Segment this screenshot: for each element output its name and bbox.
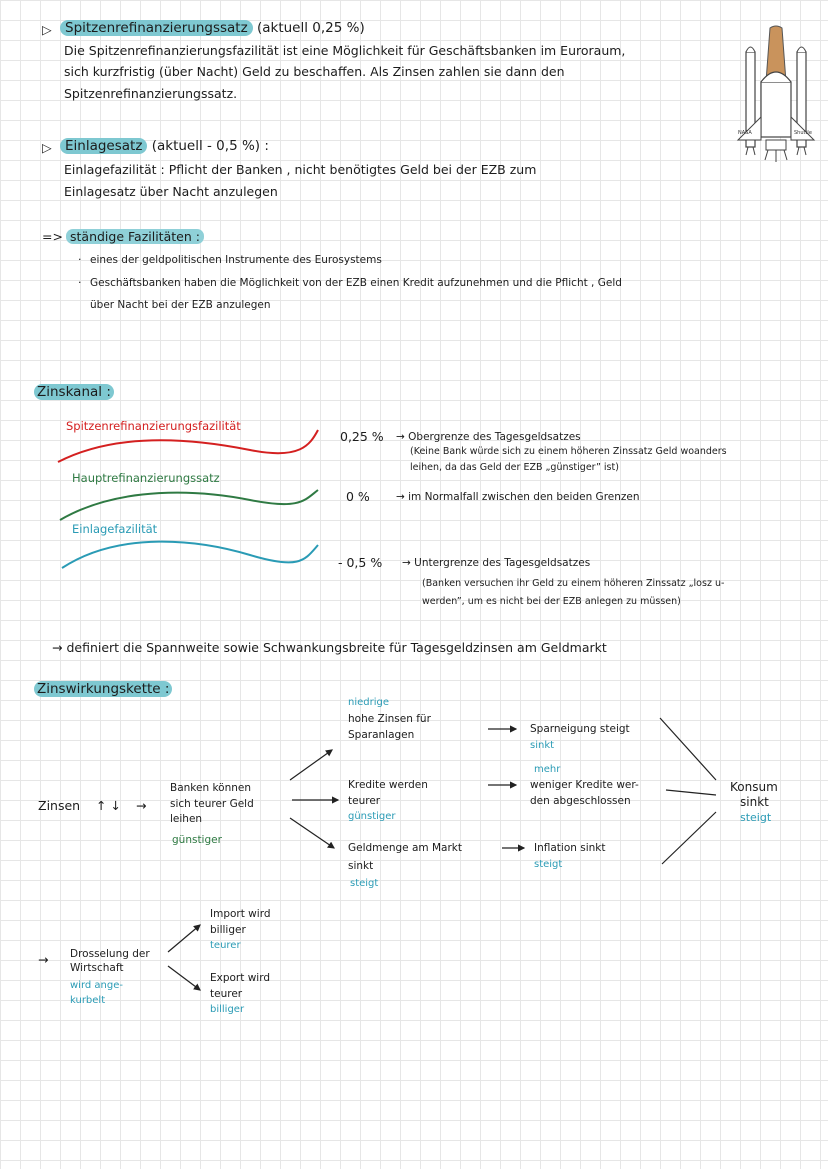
section2-title: Einlagesatz — [60, 138, 147, 154]
chain-banks-3: leihen — [170, 813, 203, 825]
arrow-to-import — [168, 925, 200, 952]
chain-konsum-alt: steigt — [740, 811, 772, 824]
note-bottom-detail1: (Banken versuchen ihr Geld zu einem höheren Zinssatz „losz u- — [422, 578, 725, 589]
rate-mid: 0 % — [346, 489, 370, 504]
implication-arrow: => — [42, 229, 63, 244]
section2-title-suffix: (aktuell - 0,5 %) : — [151, 138, 269, 154]
chain-r3-alt: steigt — [534, 859, 563, 870]
zinskanal-conclusion: → definiert die Spannweite sowie Schwankungsbreite für Tagesgeldzinsen am Geldmarkt — [52, 640, 607, 655]
rocket-right-label: Shuttle — [794, 130, 812, 136]
arrow-to-sparanlagen — [290, 750, 332, 780]
chain-start-arrows: ↑ ↓ — [96, 798, 121, 813]
section3-bullet2-line1: Geschäftsbanken haben die Möglichkeit von der EZB einen Kredit aufzunehmen und die Pflicht , Geld — [90, 277, 622, 289]
chain-r2-2: den abgeschlossen — [530, 795, 631, 807]
chain-banks-1: Banken können — [170, 782, 252, 794]
chain-d-alt1: wird ange- — [70, 980, 123, 991]
section1-line3: Spitzenrefinanzierungssatz. — [64, 86, 238, 101]
section2-line2: Einlagesatz über Nacht anzulegen — [64, 184, 278, 199]
note-top-detail1: (Keine Bank würde sich zu einem höheren Zinssatz Geld woanders — [410, 446, 727, 457]
chain-r1-alt: sinkt — [530, 740, 555, 751]
line-to-konsum-3 — [662, 812, 716, 864]
section1-title: Spitzenrefinanzierungssatz — [60, 20, 253, 36]
rocket-left-label: NASA — [738, 130, 752, 136]
chain-title: Zinswirkungskette : — [34, 681, 172, 697]
line-to-konsum-2 — [666, 790, 716, 795]
bullet-triangle-icon: ▷ — [42, 22, 52, 37]
label-spitzenrefinanzierungsfazilitaet: Spitzenrefinanzierungsfazilität — [66, 419, 241, 433]
chain-b2-1: Kredite werden — [348, 779, 428, 791]
chain-b2-alt: günstiger — [348, 811, 396, 822]
note-mid: → im Normalfall zwischen den beiden Grenzen — [396, 491, 640, 503]
section3-bullet1: eines der geldpolitischen Instrumente des Eurosystems — [90, 254, 382, 266]
chain-banks-2: sich teurer Geld — [170, 798, 254, 810]
chain-konsum-2: sinkt — [740, 795, 769, 809]
note-bottom: → Untergrenze des Tagesgeldsatzes — [402, 557, 591, 569]
chain-r1-1: Sparneigung steigt — [530, 723, 630, 735]
note-top-detail2: leihen, da das Geld der EZB „günstiger” ist) — [410, 462, 619, 473]
chain-d-alt2: kurbelt — [70, 995, 106, 1006]
zinskanal-title: Zinskanal : — [34, 384, 114, 400]
chain-r2-alt: mehr — [534, 764, 561, 775]
chain-export-alt: billiger — [210, 1004, 245, 1015]
section1-line2: sich kurzfristig (über Nacht) Geld zu beschaffen. Als Zinsen zahlen sie dann den — [64, 64, 565, 79]
chain-konsum-1: Konsum — [730, 780, 778, 794]
chain-r3-1: Inflation sinkt — [534, 842, 606, 854]
section1-title-suffix: (aktuell 0,25 %) — [256, 20, 365, 36]
section1-line1: Die Spitzenrefinanzierungsfazilität ist eine Möglichkeit für Geschäftsbanken im Euroraum, — [64, 43, 626, 58]
section3-title: ständige Fazilitäten : — [66, 229, 204, 244]
rate-bottom: - 0,5 % — [338, 555, 383, 570]
chain-import-alt: teurer — [210, 940, 241, 951]
arrow-to-geldmenge — [290, 818, 334, 848]
chain-import-1: Import wird — [210, 908, 271, 920]
note-bottom-detail2: werden”, um es nicht bei der EZB anlegen zu müssen) — [422, 596, 681, 607]
chain-b3-alt: steigt — [350, 878, 379, 889]
chain-export-1: Export wird — [210, 972, 271, 984]
chain-r2-1: weniger Kredite wer- — [530, 779, 639, 791]
chain-b1-alt: niedrige — [348, 697, 390, 708]
line-to-konsum-1 — [660, 718, 716, 780]
label-hauptrefinanzierungssatz: Hauptrefinanzierungssatz — [72, 471, 220, 485]
note-top: → Obergrenze des Tagesgeldsatzes — [396, 431, 581, 443]
label-einlagefazilitaet: Einlagefazilität — [72, 522, 158, 536]
rate-top: 0,25 % — [340, 429, 384, 444]
chain-d2: Wirtschaft — [70, 962, 124, 974]
chain-b3-2: sinkt — [348, 860, 374, 872]
bullet-triangle-icon-2: ▷ — [42, 140, 52, 155]
section2-line1: Einlagefazilität : Pflicht der Banken , nicht benötigtes Geld bei der EZB zum — [64, 162, 537, 177]
chain-import-2: billiger — [210, 924, 246, 936]
bullet-dot-icon: · — [78, 253, 82, 266]
bullet-dot-icon-2: · — [78, 276, 82, 289]
chain-arrow-1: → — [136, 798, 147, 813]
chain-start: Zinsen — [38, 798, 81, 813]
chain-arrow-2: → — [38, 952, 49, 967]
chain-b1-2: Sparanlagen — [348, 729, 415, 741]
chain-d1: Drosselung der — [70, 948, 150, 960]
section3-bullet2-line2: über Nacht bei der EZB anzulegen — [90, 299, 271, 311]
chain-b2-2: teurer — [348, 795, 381, 807]
chain-export-2: teurer — [210, 988, 243, 1000]
chain-banks-alt: günstiger — [172, 834, 222, 846]
arrow-to-export — [168, 966, 200, 990]
chain-b3-1: Geldmenge am Markt — [348, 842, 462, 854]
chain-b1-1: hohe Zinsen für — [348, 713, 431, 725]
